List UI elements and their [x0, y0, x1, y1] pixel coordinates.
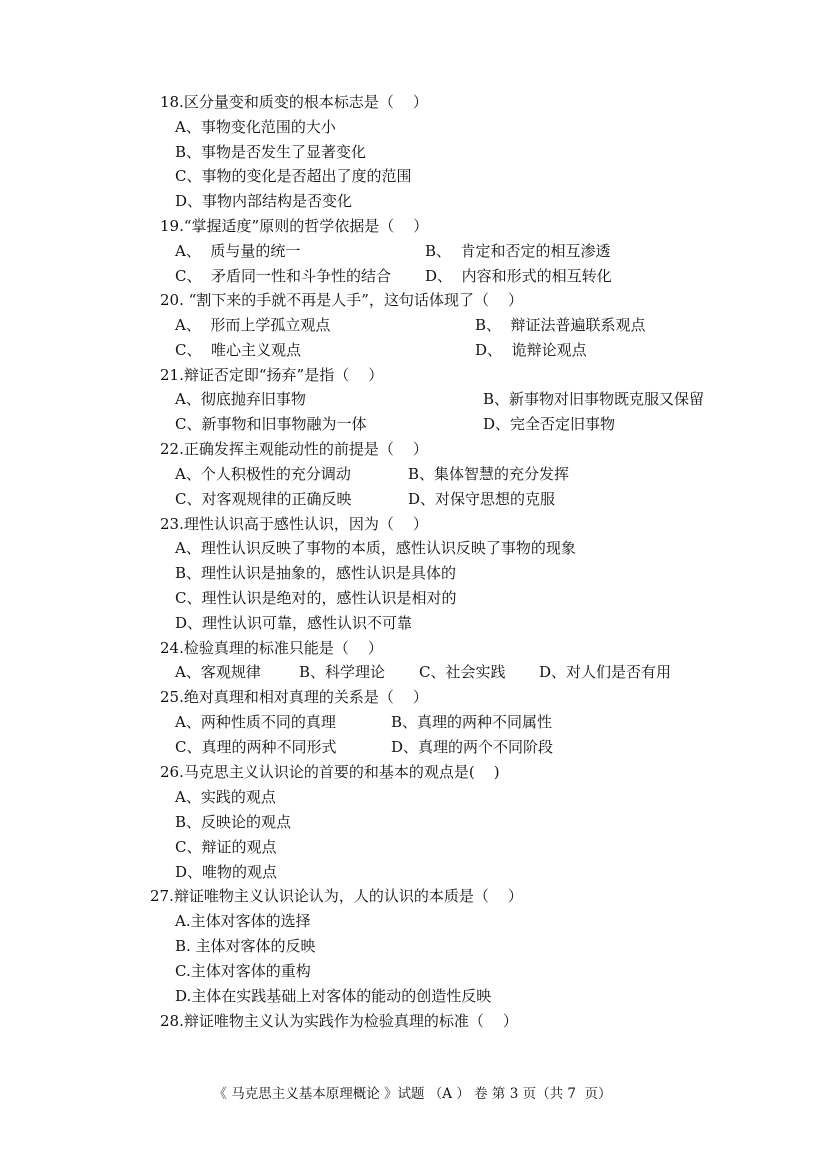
question-27-option-d: D.主体在实践基础上对客体的能动的创造性反映: [175, 987, 492, 1005]
question-23-option-c: C、理性认识是绝对的，感性认识是相对的: [175, 589, 457, 607]
page-footer: 《 马克思主义基本原理概论 》试题 （A ） 卷 第 3 页（共 7 页）: [213, 1086, 612, 1102]
question-25-option-d: D、真理的两个不同阶段: [391, 738, 554, 756]
question-21-option-a: A、彻底抛弃旧事物: [175, 390, 306, 408]
question-22-option-c: C、对客观规律的正确反映: [175, 490, 352, 508]
question-19-option-c: C、 矛盾同一性和斗争性的结合: [175, 267, 392, 285]
question-25-option-a: A、两种性质不同的真理: [175, 713, 336, 731]
question-26-option-d: D、唯物的观点: [175, 863, 278, 881]
question-19-option-a: A、 质与量的统一: [175, 242, 301, 260]
question-26-option-a: A、实践的观点: [175, 788, 276, 806]
question-23-option-d: D、理性认识可靠，感性认识不可靠: [175, 614, 413, 632]
question-24-stem: 24.检验真理的标准只能是（ ）: [160, 639, 383, 657]
question-23-stem: 23.理性认识高于感性认识，因为（ ）: [160, 515, 428, 533]
question-26-stem: 26.马克思主义认识论的首要的和基本的观点是( ): [160, 763, 500, 781]
question-26-option-c: C、辩证的观点: [175, 838, 277, 856]
question-21-option-d: D、完全否定旧事物: [483, 415, 616, 433]
question-25-option-b: B、真理的两种不同属性: [391, 713, 553, 731]
question-18-stem: 18.区分量变和质变的根本标志是（ ）: [160, 93, 428, 111]
question-22-option-a: A、个人积极性的充分调动: [175, 465, 351, 483]
question-19-option-d: D、 内容和形式的相互转化: [425, 267, 612, 285]
question-21-option-c: C、新事物和旧事物融为一体: [175, 415, 367, 433]
question-20-option-d: D、 诡辩论观点: [475, 341, 587, 359]
question-25-option-c: C、真理的两种不同形式: [175, 738, 337, 756]
question-27-option-b: B. 主体对客体的反映: [175, 937, 316, 955]
question-23-option-b: B、理性认识是抽象的，感性认识是具体的: [175, 564, 457, 582]
question-21-stem: 21.辩证否定即“扬弃”是指（ ）: [160, 366, 384, 384]
question-22-option-d: D、对保守思想的克服: [408, 490, 556, 508]
question-25-stem: 25.绝对真理和相对真理的关系是（ ）: [160, 688, 428, 706]
question-24-option-d: D、对人们是否有用: [539, 663, 672, 681]
question-28-stem: 28.辩证唯物主义认为实践作为检验真理的标准（ ）: [160, 1012, 518, 1030]
question-26-option-b: B、反映论的观点: [175, 813, 292, 831]
question-27-stem: 27.辩证唯物主义认识论认为，人的认识的本质是（ ）: [150, 887, 523, 905]
question-18-option-d: D、事物内部结构是否变化: [175, 192, 353, 210]
question-20-stem: 20. “割下来的手就不再是人手”，这句话体现了（ ）: [160, 291, 524, 309]
question-24-option-b: B、科学理论: [299, 663, 386, 681]
question-27-option-c: C.主体对客体的重构: [175, 962, 311, 980]
question-22-option-b: B、集体智慧的充分发挥: [408, 465, 570, 483]
question-22-stem: 22.正确发挥主观能动性的前提是（ ）: [160, 440, 428, 458]
question-24-option-a: A、客观规律: [175, 663, 261, 681]
question-18-option-a: A、事物变化范围的大小: [175, 118, 336, 136]
question-18-option-c: C、事物的变化是否超出了度的范围: [175, 167, 412, 185]
question-20-option-a: A、 形而上学孤立观点: [175, 316, 331, 334]
question-19-stem: 19.“掌握适度”原则的哲学依据是（ ）: [160, 217, 429, 235]
question-18-option-b: B、事物是否发生了显著变化: [175, 143, 367, 161]
question-27-option-a: A.主体对客体的选择: [175, 912, 311, 930]
question-20-option-b: B、 辩证法普遍联系观点: [475, 316, 646, 334]
question-20-option-c: C、 唯心主义观点: [175, 341, 302, 359]
question-24-option-c: C、社会实践: [419, 663, 506, 681]
question-19-option-b: B、 肯定和否定的相互渗透: [425, 242, 611, 260]
question-23-option-a: A、理性认识反映了事物的本质，感性认识反映了事物的现象: [175, 539, 576, 557]
question-21-option-b: B、新事物对旧事物既克服又保留: [483, 390, 705, 408]
